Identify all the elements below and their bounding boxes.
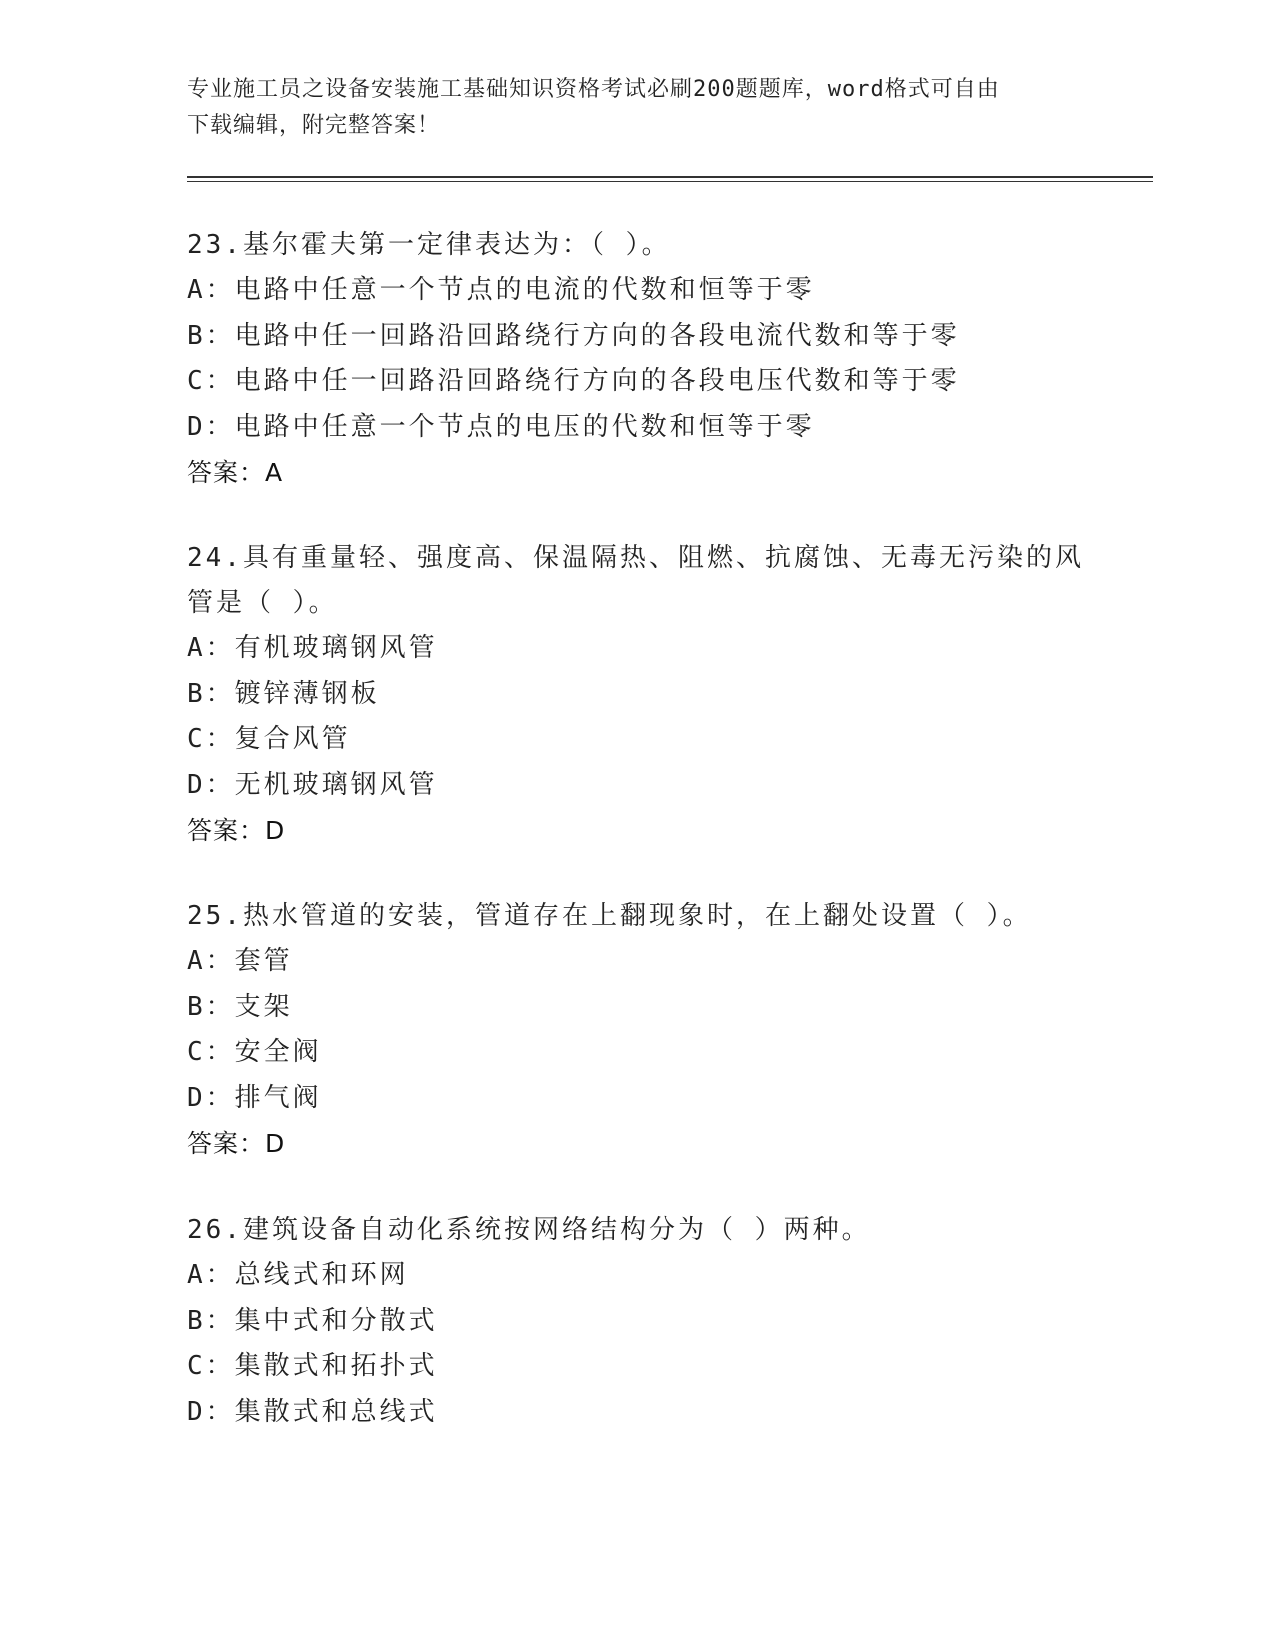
question-25 — [187, 894, 1087, 1166]
header-divider-thin — [187, 181, 1153, 182]
option-b: B：集中式和分散式 — [187, 1305, 438, 1336]
question-stem: 26.建筑设备自动化系统按网络结构分为（ ）两种。 — [187, 1215, 871, 1245]
answer: 答案：D — [187, 1129, 286, 1158]
question-24 — [187, 536, 1087, 853]
option-a: A：总线式和环网 — [187, 1260, 409, 1290]
question-stem: 25.热水管道的安装，管道存在上翻现象时，在上翻处设置（ ）。 — [187, 901, 1032, 931]
header-divider-thick — [187, 176, 1153, 178]
question-stem: 23.基尔霍夫第一定律表达为：（ ）。 — [187, 230, 671, 260]
option-c: C：安全阀 — [187, 1037, 322, 1067]
question-stem-line-2: 管是（ ）。 — [187, 588, 338, 618]
option-b: B：镀锌薄钢板 — [187, 678, 380, 709]
option-c: C：复合风管 — [187, 724, 351, 754]
option-d: D：排气阀 — [187, 1082, 322, 1113]
header-line-1: 专业施工员之设备安装施工基础知识资格考试必刷200题题库，word格式可自由 — [187, 77, 1000, 102]
option-a: A：套管 — [187, 946, 293, 976]
option-d: D：集散式和总线式 — [187, 1396, 438, 1427]
option-d: D：电路中任意一个节点的电压的代数和恒等于零 — [187, 411, 815, 442]
option-b: B：电路中任一回路沿回路绕行方向的各段电流代数和等于零 — [187, 320, 960, 351]
option-a: A：电路中任意一个节点的电流的代数和恒等于零 — [187, 275, 815, 305]
question-23 — [187, 223, 1087, 495]
option-a: A：有机玻璃钢风管 — [187, 633, 438, 663]
document-header — [187, 72, 1087, 144]
option-d: D：无机玻璃钢风管 — [187, 769, 438, 800]
answer: 答案：A — [187, 458, 284, 487]
question-26 — [187, 1208, 1087, 1435]
answer: 答案：D — [187, 816, 286, 845]
option-b: B：支架 — [187, 991, 293, 1022]
header-line-2: 下载编辑，附完整答案！ — [187, 113, 441, 138]
option-c: C：集散式和拓扑式 — [187, 1351, 438, 1381]
question-stem-line-1: 24.具有重量轻、强度高、保温隔热、阻燃、抗腐蚀、无毒无污染的风 — [187, 543, 1084, 573]
option-c: C：电路中任一回路沿回路绕行方向的各段电压代数和等于零 — [187, 366, 960, 396]
